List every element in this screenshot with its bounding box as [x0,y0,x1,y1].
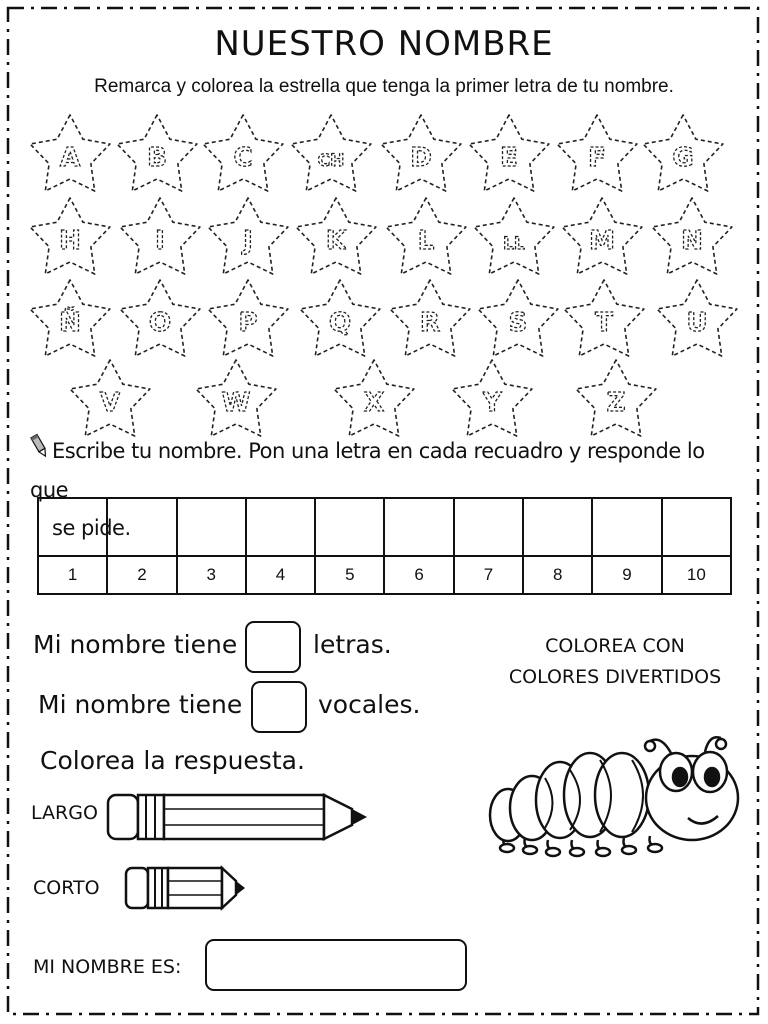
letter-box-number: 3 [177,556,246,594]
star-letter: P [238,308,258,338]
star-letter: CH [317,151,345,171]
letter-star[interactable] [452,360,532,436]
star-letter: Ñ [59,308,81,338]
letter-star[interactable] [291,115,371,191]
star-letter: L [417,226,435,256]
letter-star[interactable] [208,198,288,274]
star-letter: Q [328,308,352,338]
star-letter: X [363,388,385,418]
letter-star[interactable] [208,280,288,356]
star-letter: F [588,143,606,173]
star-letter: K [325,226,347,256]
letter-box-number: 10 [662,556,731,594]
letter-star[interactable] [117,115,197,191]
letter-box-number: 6 [384,556,453,594]
letter-box[interactable] [592,498,661,556]
star-letter: B [147,143,167,173]
short-pencil[interactable] [126,868,245,908]
star-letter: Z [606,388,626,418]
vowels-question-prefix: Mi nombre tiene [38,690,243,719]
letter-star[interactable] [296,198,376,274]
letter-stars [0,0,768,440]
letter-box-number: 7 [454,556,523,594]
color-answer-instruction: Colorea la respuesta. [40,746,305,775]
letter-star[interactable] [120,280,200,356]
letter-star[interactable] [657,280,737,356]
star-letter: W [221,388,251,418]
letter-box[interactable] [523,498,592,556]
letter-star[interactable] [196,360,276,436]
star-letter: Y [482,388,502,418]
letter-star[interactable] [564,280,644,356]
long-pencil[interactable] [108,795,367,839]
letter-star[interactable] [334,360,414,436]
letter-star[interactable] [30,198,110,274]
letter-box[interactable] [384,498,453,556]
letter-box[interactable] [107,498,176,556]
star-letter: J [243,226,253,256]
vowels-count-box[interactable] [251,681,307,733]
star-letter: G [672,143,694,173]
star-letter: I [155,226,165,256]
letter-box[interactable] [246,498,315,556]
letter-star[interactable] [562,198,642,274]
letters-question-suffix: letras. [313,630,392,659]
short-label: CORTO [33,877,100,899]
star-letter: U [686,308,708,338]
star-letter: C [233,143,253,173]
letter-box-number: 4 [246,556,315,594]
letters-count-box[interactable] [245,621,301,673]
coloring-note [490,631,740,693]
letter-box-number: 9 [592,556,661,594]
star-letter: LL [503,234,525,254]
letter-star[interactable] [652,198,732,274]
star-letter: E [500,143,518,173]
letter-box-number: 2 [107,556,176,594]
letter-box-number: 1 [38,556,107,594]
my-name-label: MI NOMBRE ES: [33,956,182,978]
letter-star[interactable] [70,360,150,436]
star-letter: T [595,308,613,338]
coloring-note-line2: COLORES DIVERTIDOS [508,666,722,688]
name-instruction-line2: se pide. [52,516,131,540]
letter-star[interactable] [120,198,200,274]
letter-star[interactable] [478,280,558,356]
letter-box[interactable] [38,498,107,556]
letter-star[interactable] [576,360,656,436]
letter-box[interactable] [315,498,384,556]
letter-star[interactable] [557,115,637,191]
letter-star[interactable] [386,198,466,274]
letters-question-prefix: Mi nombre tiene [33,630,238,659]
letter-star[interactable] [30,115,110,191]
letter-box-number: 8 [523,556,592,594]
star-letter: D [410,143,432,173]
star-letter: A [59,143,81,173]
long-label: LARGO [31,802,98,824]
letter-star[interactable] [30,280,110,356]
letter-star[interactable] [390,280,470,356]
vowels-question-suffix: vocales. [318,690,421,719]
star-letter: H [59,226,81,256]
letter-box[interactable] [662,498,731,556]
name-letter-grid [37,497,732,595]
letter-star[interactable] [643,115,723,191]
star-letter: R [419,308,441,338]
star-letter: V [99,388,121,418]
letter-star[interactable] [474,198,554,274]
letter-star[interactable] [300,280,380,356]
page-title: NUESTRO NOMBRE [214,24,554,64]
star-letter: M [589,226,615,256]
letter-box-number: 5 [315,556,384,594]
name-instruction-line1: Escribe tu nombre. Pon una letra en cada recuadro y responde lo que [30,439,705,502]
my-name-input-box[interactable] [205,939,467,991]
coloring-note-line1: COLOREA CON [545,635,685,657]
star-instruction: Remarca y colorea la estrella que tenga la primer letra de tu nombre. [94,76,674,97]
star-letter: S [508,308,528,338]
pencil-icon [30,433,48,471]
letter-star[interactable] [203,115,283,191]
star-letter: N [681,226,703,256]
letter-box[interactable] [454,498,523,556]
star-letter: O [148,308,172,338]
letter-star[interactable] [381,115,461,191]
letter-star[interactable] [469,115,549,191]
letter-box[interactable] [177,498,246,556]
